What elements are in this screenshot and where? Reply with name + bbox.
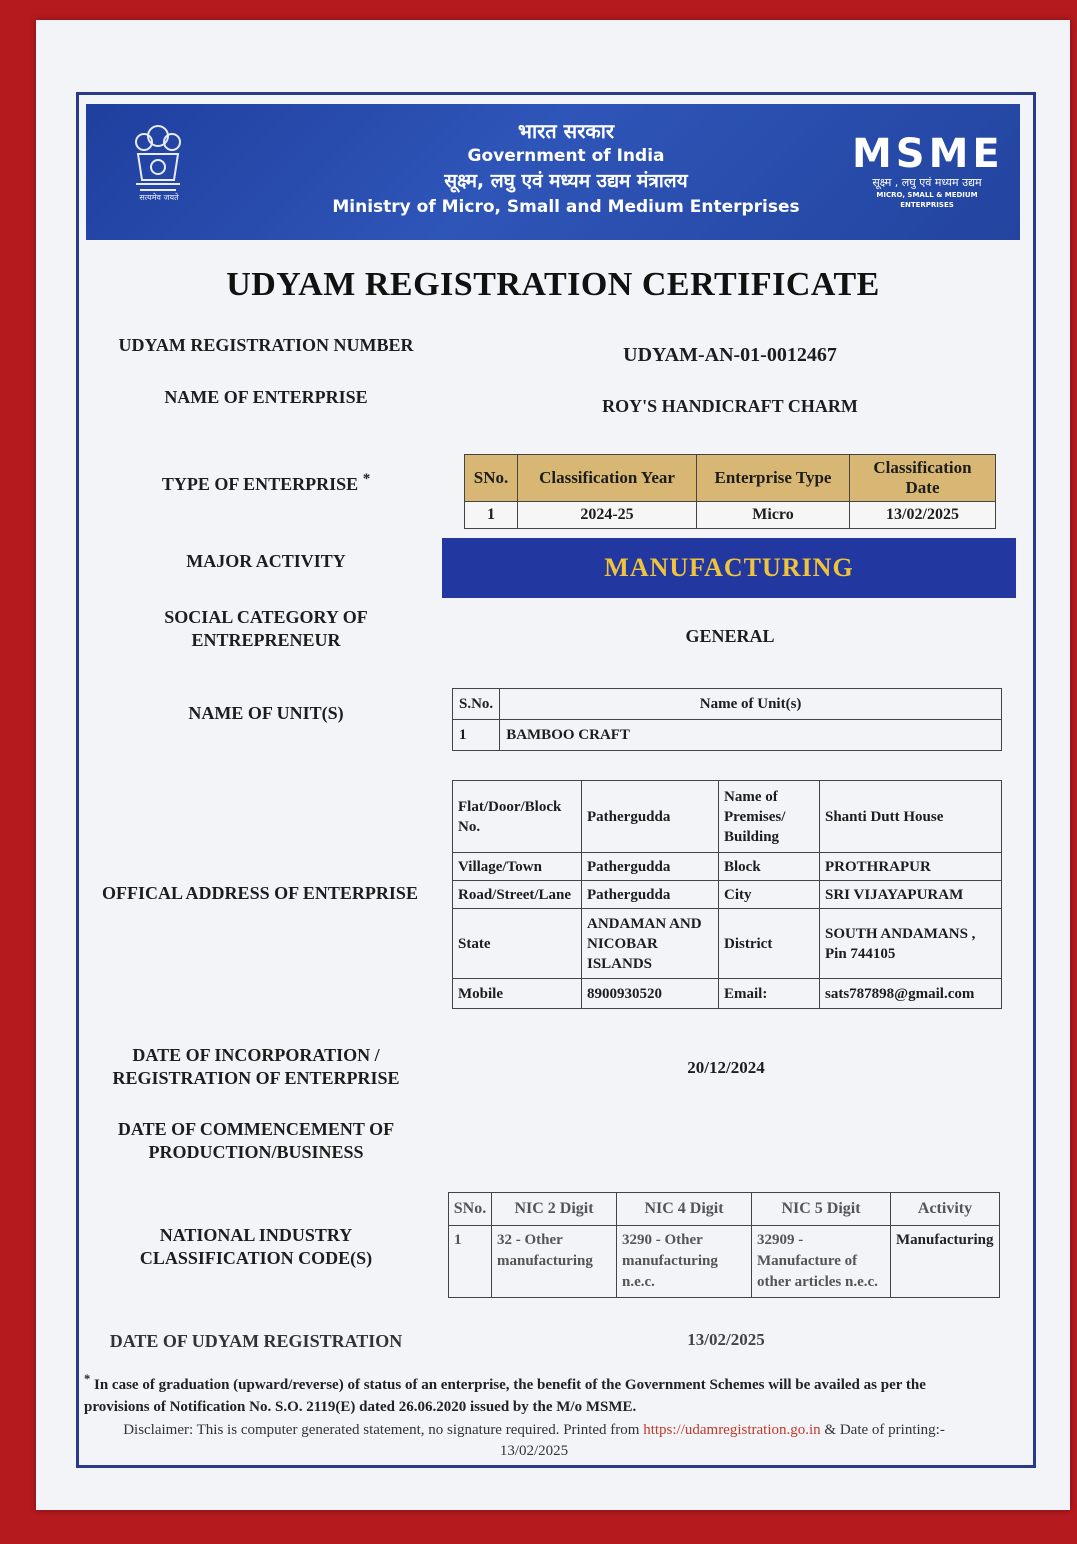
- table-row: [453, 909, 1002, 979]
- table-cell: 1: [453, 720, 500, 751]
- column-header: NIC 4 Digit: [617, 1193, 752, 1226]
- table-row: [449, 1226, 1000, 1298]
- table-header-row: [449, 1193, 1000, 1226]
- msme-logo: [852, 132, 1002, 210]
- column-header: Activity: [891, 1193, 1000, 1226]
- column-header: Enterprise Type: [697, 455, 850, 502]
- address-label: OFFICAL ADDRESS OF ENTERPRISE: [102, 883, 418, 903]
- incorporation-label-line1: DATE OF INCORPORATION /: [132, 1045, 380, 1065]
- commencement-label-line2: PRODUCTION/BUSINESS: [148, 1142, 364, 1162]
- table-cell: Mobile: [453, 979, 582, 1009]
- msme-hindi: सूक्ष्म , लघु एवं मध्यम उद्यम: [872, 176, 982, 189]
- column-header: Name of Unit(s): [500, 689, 1002, 720]
- udyam-date-value: 13/02/2025: [687, 1330, 765, 1349]
- commencement-label-line1: DATE OF COMMENCEMENT OF: [117, 1119, 395, 1139]
- incorporation-label-line2: REGISTRATION OF ENTERPRISE: [112, 1068, 400, 1088]
- table-cell: State: [453, 909, 582, 979]
- table-cell: SRI VIJAYAPURAM: [820, 881, 1002, 909]
- column-header: SNo.: [465, 455, 518, 502]
- column-header: NIC 2 Digit: [492, 1193, 617, 1226]
- table-row: [465, 502, 996, 529]
- certificate-title: UDYAM REGISTRATION CERTIFICATE: [226, 266, 880, 303]
- table-cell: Email:: [719, 979, 820, 1009]
- table-cell: 8900930520: [582, 979, 719, 1009]
- table-cell: District: [719, 909, 820, 979]
- registration-portal-link[interactable]: https://udamregistration.go.in: [643, 1422, 821, 1438]
- ministry-hindi: सूक्ष्म, लघु एवं मध्यम उद्यम मंत्रालय: [444, 170, 688, 192]
- table-cell: sats787898@gmail.com: [820, 979, 1002, 1009]
- table-cell: PROTHRAPUR: [820, 853, 1002, 881]
- disclaimer: [84, 1420, 984, 1462]
- printing-date: 13/02/2025: [499, 1443, 569, 1459]
- address-table: [452, 780, 1002, 1009]
- registration-number-value: UDYAM-AN-01-0012467: [623, 344, 837, 366]
- table-header-row: [453, 689, 1002, 720]
- footnote-asterisk: *: [84, 1372, 91, 1386]
- table-cell: Shanti Dutt House: [820, 781, 1002, 853]
- table-row: [453, 853, 1002, 881]
- enterprise-type-label: [96, 468, 436, 496]
- column-header: S.No.: [453, 689, 500, 720]
- column-header: SNo.: [449, 1193, 492, 1226]
- major-activity-label: MAJOR ACTIVITY: [186, 551, 346, 571]
- header-banner: [86, 104, 1020, 240]
- table-cell: ANDAMAN AND NICOBAR ISLANDS: [582, 909, 719, 979]
- table-cell: 1: [465, 502, 518, 529]
- table-row: [453, 979, 1002, 1009]
- table-row: [453, 881, 1002, 909]
- enterprise-name-value: ROY'S HANDICRAFT CHARM: [602, 396, 858, 416]
- enterprise-type-table: [464, 454, 996, 529]
- table-cell: Name of Premises/ Building: [719, 781, 820, 853]
- table-cell: 13/02/2025: [850, 502, 996, 529]
- table-cell: 3290 - Other manufacturing n.e.c.: [617, 1226, 752, 1298]
- disclaimer-suffix: & Date of printing:-: [820, 1422, 945, 1438]
- emblem-caption: सत्यमेव जयते: [139, 193, 179, 202]
- table-row: [453, 781, 1002, 853]
- table-cell: Block: [719, 853, 820, 881]
- table-cell: Flat/Door/Block No.: [453, 781, 582, 853]
- table-cell: BAMBOO CRAFT: [500, 720, 1002, 751]
- table-cell: Pathergudda: [582, 781, 719, 853]
- enterprise-type-label-text: TYPE OF ENTERPRISE: [161, 474, 359, 494]
- registration-number-label: UDYAM REGISTRATION NUMBER: [118, 335, 414, 355]
- gov-hindi: भारत सरकार: [517, 119, 615, 143]
- table-header-row: [465, 455, 996, 502]
- table-row: [453, 720, 1002, 751]
- table-cell: 32 - Other manufacturing: [492, 1226, 617, 1298]
- nic-label: [86, 1224, 426, 1270]
- gov-english: Government of India: [467, 146, 665, 166]
- column-header: Classification Date: [850, 455, 996, 502]
- nic-label-line1: NATIONAL INDUSTRY: [159, 1225, 353, 1245]
- government-heading: [316, 118, 816, 220]
- table-cell: SOUTH ANDAMANS , Pin 744105: [820, 909, 1002, 979]
- table-cell: Pathergudda: [582, 881, 719, 909]
- enterprise-type-asterisk: *: [362, 471, 371, 487]
- table-cell: Village/Town: [453, 853, 582, 881]
- msme-wordmark: MSME: [852, 131, 1004, 177]
- nic-label-line2: CLASSIFICATION CODE(S): [139, 1248, 373, 1268]
- nic-table: [448, 1192, 1000, 1298]
- table-cell: 2024-25: [518, 502, 697, 529]
- incorporation-date: 20/12/2024: [687, 1058, 765, 1077]
- social-category-value: GENERAL: [685, 626, 775, 646]
- table-cell: 32909 - Manufacture of other articles n.e.c.: [752, 1226, 891, 1298]
- table-cell: Micro: [697, 502, 850, 529]
- table-cell: 1: [449, 1226, 492, 1298]
- social-category-label-line2: ENTREPRENEUR: [191, 630, 341, 650]
- social-category-label-line1: SOCIAL CATEGORY OF: [164, 607, 368, 627]
- table-cell: Pathergudda: [582, 853, 719, 881]
- major-activity-value: MANUFACTURING: [442, 538, 1016, 598]
- column-header: Classification Year: [518, 455, 697, 502]
- disclaimer-prefix: Disclaimer: This is computer generated statement, no signature required. Printed from: [123, 1422, 644, 1438]
- footnote-text: In case of graduation (upward/reverse) of status of an enterprise, the benefit of the Government Schemes will be availed as per the provisions of Notification No. S.O. 2119(E) dated 26.06.2020 issued by the M/o MSME.: [84, 1377, 926, 1415]
- social-category-label: [96, 606, 436, 652]
- table-cell: Manufacturing: [891, 1226, 1000, 1298]
- table-cell: Road/Street/Lane: [453, 881, 582, 909]
- units-table: [452, 688, 1002, 751]
- incorporation-label: [86, 1044, 426, 1090]
- table-cell: City: [719, 881, 820, 909]
- graduation-footnote: [84, 1368, 984, 1418]
- udyam-date-label: DATE OF UDYAM REGISTRATION: [109, 1331, 403, 1351]
- enterprise-name-label: NAME OF ENTERPRISE: [164, 387, 368, 407]
- commencement-label: [86, 1118, 426, 1164]
- msme-english: MICRO, SMALL & MEDIUM ENTERPRISES: [876, 191, 978, 209]
- ministry-english: Ministry of Micro, Small and Medium Enterprises: [332, 197, 800, 217]
- column-header: NIC 5 Digit: [752, 1193, 891, 1226]
- units-label: NAME OF UNIT(S): [188, 703, 344, 723]
